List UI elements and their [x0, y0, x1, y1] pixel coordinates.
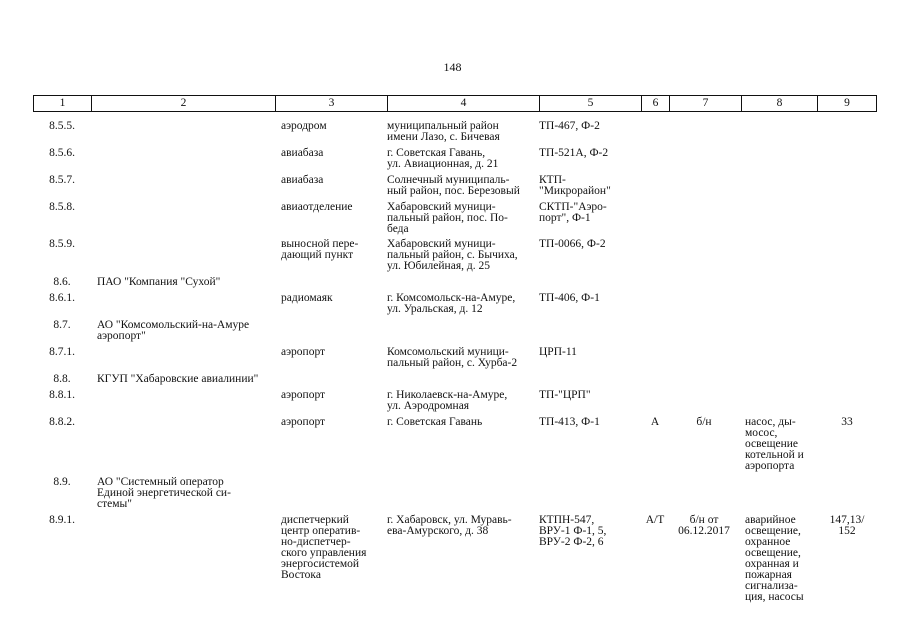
equipment: насос, ды- мосос, освещение котельной и аэропорта	[745, 416, 804, 472]
organization: КГУП "Хабаровские авиалинии"	[97, 373, 259, 385]
address: г. Хабаровск, ул. Муравь- ева-Амурского, д. 38	[387, 514, 512, 537]
address: г. Комсомольск-на-Амуре, ул. Уральская, д. 12	[387, 292, 516, 315]
address: Комсомольский муници- пальный район, с. Хурба-2	[387, 346, 518, 369]
address: г. Советская Гавань, ул. Авиационная, д. 21	[387, 147, 499, 170]
column-header-6: 6	[642, 96, 670, 111]
act-number: б/н	[696, 416, 712, 428]
organization: АО "Системный оператор Единой энергетической си- стемы"	[97, 476, 231, 510]
category: А	[650, 416, 660, 428]
object-name: диспетчеркий центр оператив- но-диспетчер- ского управления энергосистемой Востока	[281, 514, 367, 581]
category: А/Т	[645, 514, 665, 526]
power-source: ТП-0066, Ф-2	[539, 238, 606, 250]
object-name: авиабаза	[281, 147, 324, 159]
power-source: СКТП-"Аэро- порт", Ф-1	[539, 201, 607, 224]
column-header-2: 2	[92, 96, 276, 111]
object-name: выносной пере- дающий пункт	[281, 238, 359, 261]
power-source: КТП- "Микрорайон"	[539, 174, 611, 197]
organization: ПАО "Компания "Сухой"	[97, 276, 221, 288]
row-number: 8.5.7.	[49, 174, 75, 186]
row-number: 8.7.	[53, 319, 71, 331]
object-name: аэропорт	[281, 416, 326, 428]
power-source: ЦРП-11	[539, 346, 577, 358]
row-number: 8.7.1.	[49, 346, 75, 358]
power-source: КТПН-547, ВРУ-1 Ф-1, 5, ВРУ-2 Ф-2, 6	[539, 514, 607, 548]
row-number: 8.5.6.	[49, 147, 75, 159]
row-number: 8.6.1.	[49, 292, 75, 304]
table-header	[33, 95, 877, 112]
act-number: б/н от 06.12.2017	[678, 514, 730, 537]
power-source: ТП-"ЦРП"	[539, 389, 591, 401]
row-number: 8.6.	[53, 276, 71, 288]
address: Солнечный муниципаль- ный район, пос. Березовый	[387, 174, 520, 197]
row-number: 8.5.9.	[49, 238, 75, 250]
address: г. Николаевск-на-Амуре, ул. Аэродромная	[387, 389, 508, 412]
column-header-1: 1	[34, 96, 92, 111]
object-name: аэропорт	[281, 389, 326, 401]
page-number: 148	[443, 60, 462, 74]
equipment: аварийное освещение, охранное освещение, охранная и пожарная сигнализа- ция, насосы	[745, 514, 804, 603]
address: Хабаровский муници- пальный район, пос. По- беда	[387, 201, 508, 235]
load-value: 33	[841, 416, 853, 428]
column-header-9: 9	[844, 97, 850, 109]
object-name: авиаотделение	[281, 201, 353, 213]
object-name: радиомаяк	[281, 292, 333, 304]
object-name: аэродром	[281, 120, 327, 132]
load-value: 147,13/ 152	[829, 514, 865, 537]
row-number: 8.8.2.	[49, 416, 75, 428]
power-source: ТП-467, Ф-2	[539, 120, 600, 132]
column-header-5: 5	[540, 96, 642, 111]
power-source: ТП-521А, Ф-2	[539, 147, 609, 159]
row-number: 8.8.1.	[49, 389, 75, 401]
row-number: 8.9.	[53, 476, 71, 488]
object-name: аэропорт	[281, 346, 326, 358]
address: г. Советская Гавань	[387, 416, 483, 428]
column-header-8: 8	[742, 96, 818, 111]
column-header-4: 4	[388, 96, 540, 111]
row-number: 8.5.5.	[49, 120, 75, 132]
object-name: авиабаза	[281, 174, 324, 186]
row-number: 8.9.1.	[49, 514, 75, 526]
power-source: ТП-413, Ф-1	[539, 416, 600, 428]
row-number: 8.8.	[53, 373, 71, 385]
power-source: ТП-406, Ф-1	[539, 292, 600, 304]
row-number: 8.5.8.	[49, 201, 75, 213]
address: муниципальный район имени Лазо, с. Бичевая	[387, 120, 500, 143]
organization: АО "Комсомольский-на-Амуре аэропорт"	[97, 319, 250, 342]
column-header-7: 7	[670, 96, 742, 111]
column-header-3: 3	[276, 96, 388, 111]
address: Хабаровский муници- пальный район, с. Бычиха, ул. Юбилейная, д. 25	[387, 238, 518, 272]
